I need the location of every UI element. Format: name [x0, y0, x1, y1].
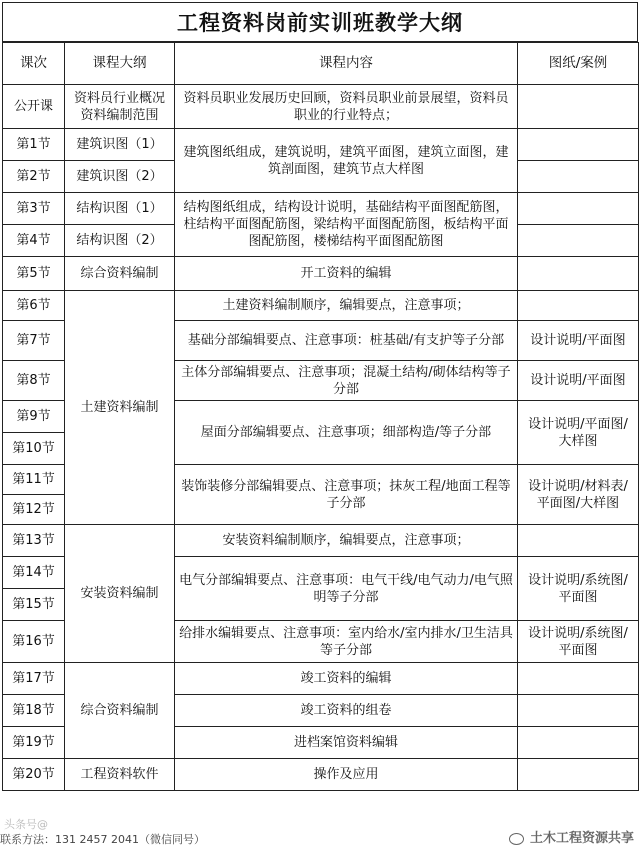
header-content: 课程内容	[175, 43, 518, 85]
cases-cell	[518, 225, 639, 257]
cases-cell	[518, 695, 639, 727]
outline-cell: 土建资料编制	[65, 291, 175, 525]
lesson-label: 第4节	[3, 225, 65, 257]
table-row	[3, 663, 639, 695]
cases-cell: 设计说明/材料表/平面图/大样图	[518, 465, 639, 525]
lesson-label: 第8节	[3, 361, 65, 401]
cases-cell	[518, 161, 639, 193]
outline-cell: 建筑识图（1）	[65, 129, 175, 161]
outline-cell: 资料员行业概况资料编制范围	[65, 85, 175, 129]
lesson-label: 第2节	[3, 161, 65, 193]
cases-cell	[518, 727, 639, 759]
lesson-label: 第3节	[3, 193, 65, 225]
lesson-label: 第12节	[3, 495, 65, 525]
content-cell: 电气分部编辑要点、注意事项：电气干线/电气动力/电气照明等子分部	[175, 557, 518, 621]
lesson-label: 第9节	[3, 401, 65, 433]
page-title: 工程资料岗前实训班教学大纲	[2, 2, 638, 42]
lesson-label: 第5节	[3, 257, 65, 291]
content-cell: 竣工资料的编辑	[175, 663, 518, 695]
lesson-label: 第16节	[3, 621, 65, 663]
content-cell: 开工资料的编辑	[175, 257, 518, 291]
watermark-text: 头条号@	[4, 818, 48, 831]
lesson-label: 第13节	[3, 525, 65, 557]
outline-cell: 结构识图（2）	[65, 225, 175, 257]
header-lesson: 课次	[3, 43, 65, 85]
content-cell: 建筑图纸组成，建筑说明，建筑平面图，建筑立面图，建筑剖面图，建筑节点大样图	[175, 129, 518, 193]
table-row	[3, 193, 639, 225]
content-cell: 主体分部编辑要点、注意事项；混凝土结构/砌体结构等子分部	[175, 361, 518, 401]
cases-cell: 设计说明/平面图	[518, 321, 639, 361]
lesson-label: 公开课	[3, 85, 65, 129]
content-cell: 资料员职业发展历史回顾，资料员职业前景展望，资料员职业的行业特点；	[175, 85, 518, 129]
cases-cell	[518, 663, 639, 695]
outline-cell: 综合资料编制	[65, 663, 175, 759]
brand-label	[509, 827, 634, 846]
cases-cell	[518, 193, 639, 225]
syllabus-table	[2, 42, 639, 791]
cases-cell	[518, 257, 639, 291]
lesson-label: 第17节	[3, 663, 65, 695]
lesson-label: 第20节	[3, 759, 65, 791]
content-cell: 土建资料编制顺序，编辑要点，注意事项；	[175, 291, 518, 321]
content-cell: 安装资料编制顺序，编辑要点，注意事项；	[175, 525, 518, 557]
lesson-label: 第10节	[3, 433, 65, 465]
lesson-label: 第6节	[3, 291, 65, 321]
table-row	[3, 85, 639, 129]
lesson-label: 第14节	[3, 557, 65, 589]
cases-cell: 设计说明/系统图/平面图	[518, 621, 639, 663]
lesson-label: 第18节	[3, 695, 65, 727]
cases-cell: 设计说明/系统图/平面图	[518, 557, 639, 621]
lesson-label: 第7节	[3, 321, 65, 361]
lesson-label: 第19节	[3, 727, 65, 759]
table-row	[3, 291, 639, 321]
footer	[0, 800, 640, 846]
table-row	[3, 257, 639, 291]
content-cell: 结构图纸组成，结构设计说明，基础结构平面图配筋图，柱结构平面图配筋图，梁结构平面图配筋图，板结构平面图配筋图，楼梯结构平面图配筋图	[175, 193, 518, 257]
content-cell: 基础分部编辑要点、注意事项：桩基础/有支护等子分部	[175, 321, 518, 361]
table-row	[3, 129, 639, 161]
brand-text: 土木工程资源共享	[529, 831, 634, 846]
cases-cell: 设计说明/平面图/大样图	[518, 401, 639, 465]
content-cell: 竣工资料的组卷	[175, 695, 518, 727]
content-cell: 给排水编辑要点、注意事项：室内给水/室内排水/卫生洁具等子分部	[175, 621, 518, 663]
lesson-label: 第11节	[3, 465, 65, 495]
table-row	[3, 525, 639, 557]
content-cell: 屋面分部编辑要点、注意事项；细部构造/等子分部	[175, 401, 518, 465]
outline-cell: 安装资料编制	[65, 525, 175, 663]
lesson-label: 第15节	[3, 589, 65, 621]
table-header-row	[3, 43, 639, 85]
outline-cell: 综合资料编制	[65, 257, 175, 291]
table-row	[3, 759, 639, 791]
header-outline: 课程大纲	[65, 43, 175, 85]
outline-cell: 结构识图（1）	[65, 193, 175, 225]
outline-cell: 建筑识图（2）	[65, 161, 175, 193]
cases-cell	[518, 85, 639, 129]
outline-cell: 工程资料软件	[65, 759, 175, 791]
wechat-icon	[509, 833, 524, 845]
cases-cell	[518, 525, 639, 557]
content-cell: 操作及应用	[175, 759, 518, 791]
cases-cell	[518, 759, 639, 791]
contact-text: 联系方法：131 2457 2041（微信同号）	[0, 833, 205, 846]
lesson-label: 第1节	[3, 129, 65, 161]
header-cases: 图纸/案例	[518, 43, 639, 85]
content-cell: 进档案馆资料编辑	[175, 727, 518, 759]
cases-cell	[518, 291, 639, 321]
cases-cell: 设计说明/平面图	[518, 361, 639, 401]
cases-cell	[518, 129, 639, 161]
content-cell: 装饰装修分部编辑要点、注意事项；抹灰工程/地面工程等子分部	[175, 465, 518, 525]
